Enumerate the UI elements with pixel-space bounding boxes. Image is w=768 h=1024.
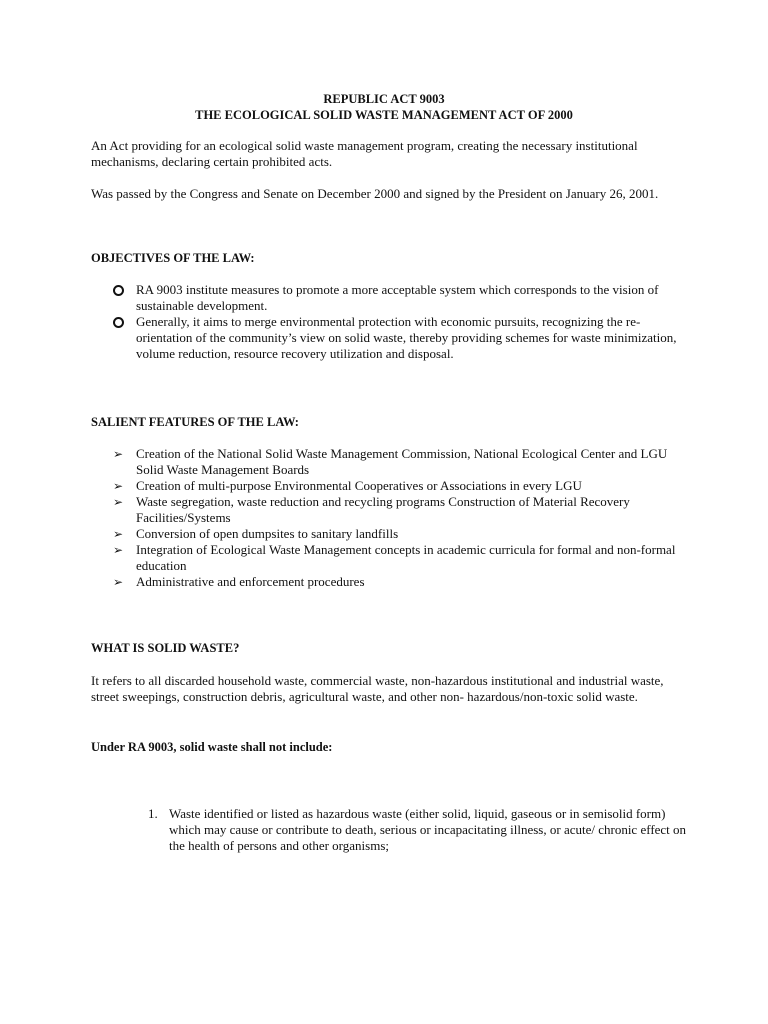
feature-text: Administrative and enforcement procedures	[136, 574, 365, 589]
objective-item	[113, 314, 693, 362]
document-title-line-1: REPUBLIC ACT 9003	[323, 92, 445, 106]
arrow-bullet-icon: ➢	[113, 575, 124, 589]
objective-text: RA 9003 institute measures to promote a more acceptable system which corresponds to the vision of sustainable development.	[136, 282, 659, 313]
exclusion-item	[148, 806, 688, 854]
arrow-bullet-icon: ➢	[113, 495, 124, 509]
bullet-circle-icon	[113, 285, 124, 296]
solid-waste-definition: It refers to all discarded household waste, commercial waste, non-hazardous institutional and industrial waste, street sweepings, construction debris, agricultural waste, and other non- hazardous/non-toxic solid waste.	[91, 673, 664, 704]
arrow-bullet-icon: ➢	[113, 543, 124, 557]
feature-text: Integration of Ecological Waste Management concepts in academic curricula for formal and non-formal education	[136, 542, 676, 573]
feature-item	[113, 494, 693, 526]
feature-item	[113, 526, 693, 542]
feature-item	[113, 446, 693, 478]
exclusion-text: Waste identified or listed as hazardous waste (either solid, liquid, gaseous or in semisolid form) which may cause or contribute to death, serious or incapacitating illness, or acute/ chronic effect on the health of persons and other organisms;	[169, 806, 687, 853]
feature-text: Waste segregation, waste reduction and recycling programs Construction of Material Recovery Facilities/Systems	[136, 494, 630, 525]
feature-item	[113, 542, 693, 574]
feature-item	[113, 478, 693, 494]
document-title-line-2: THE ECOLOGICAL SOLID WASTE MANAGEMENT ACT OF 2000	[195, 108, 573, 122]
bullet-circle-icon	[113, 317, 124, 328]
arrow-bullet-icon: ➢	[113, 447, 124, 461]
solid-waste-heading: WHAT IS SOLID WASTE?	[91, 641, 240, 655]
feature-text: Conversion of open dumpsites to sanitary landfills	[136, 526, 399, 541]
objective-text: Generally, it aims to merge environmental protection with economic pursuits, recognizing the re-orientation of the community’s view on solid waste, thereby providing schemes for waste minimization, volume reduction, resource recovery utilization and disposal.	[136, 314, 677, 361]
exclusion-number: 1.	[148, 806, 158, 821]
intro-paragraph: An Act providing for an ecological solid waste management program, creating the necessary institutional mechanisms, declaring certain prohibited acts.	[91, 138, 638, 169]
arrow-bullet-icon: ➢	[113, 527, 124, 541]
arrow-bullet-icon: ➢	[113, 479, 124, 493]
features-heading: SALIENT FEATURES OF THE LAW:	[91, 415, 299, 429]
objective-item	[113, 282, 693, 314]
feature-text: Creation of multi-purpose Environmental Cooperatives or Associations in every LGU	[136, 478, 582, 493]
exclusion-heading: Under RA 9003, solid waste shall not include:	[91, 740, 333, 754]
feature-item	[113, 574, 693, 590]
passed-paragraph: Was passed by the Congress and Senate on December 2000 and signed by the President on January 26, 2001.	[91, 186, 659, 201]
feature-text: Creation of the National Solid Waste Management Commission, National Ecological Center and LGU Solid Waste Management Boards	[136, 446, 668, 477]
objectives-heading: OBJECTIVES OF THE LAW:	[91, 251, 255, 265]
